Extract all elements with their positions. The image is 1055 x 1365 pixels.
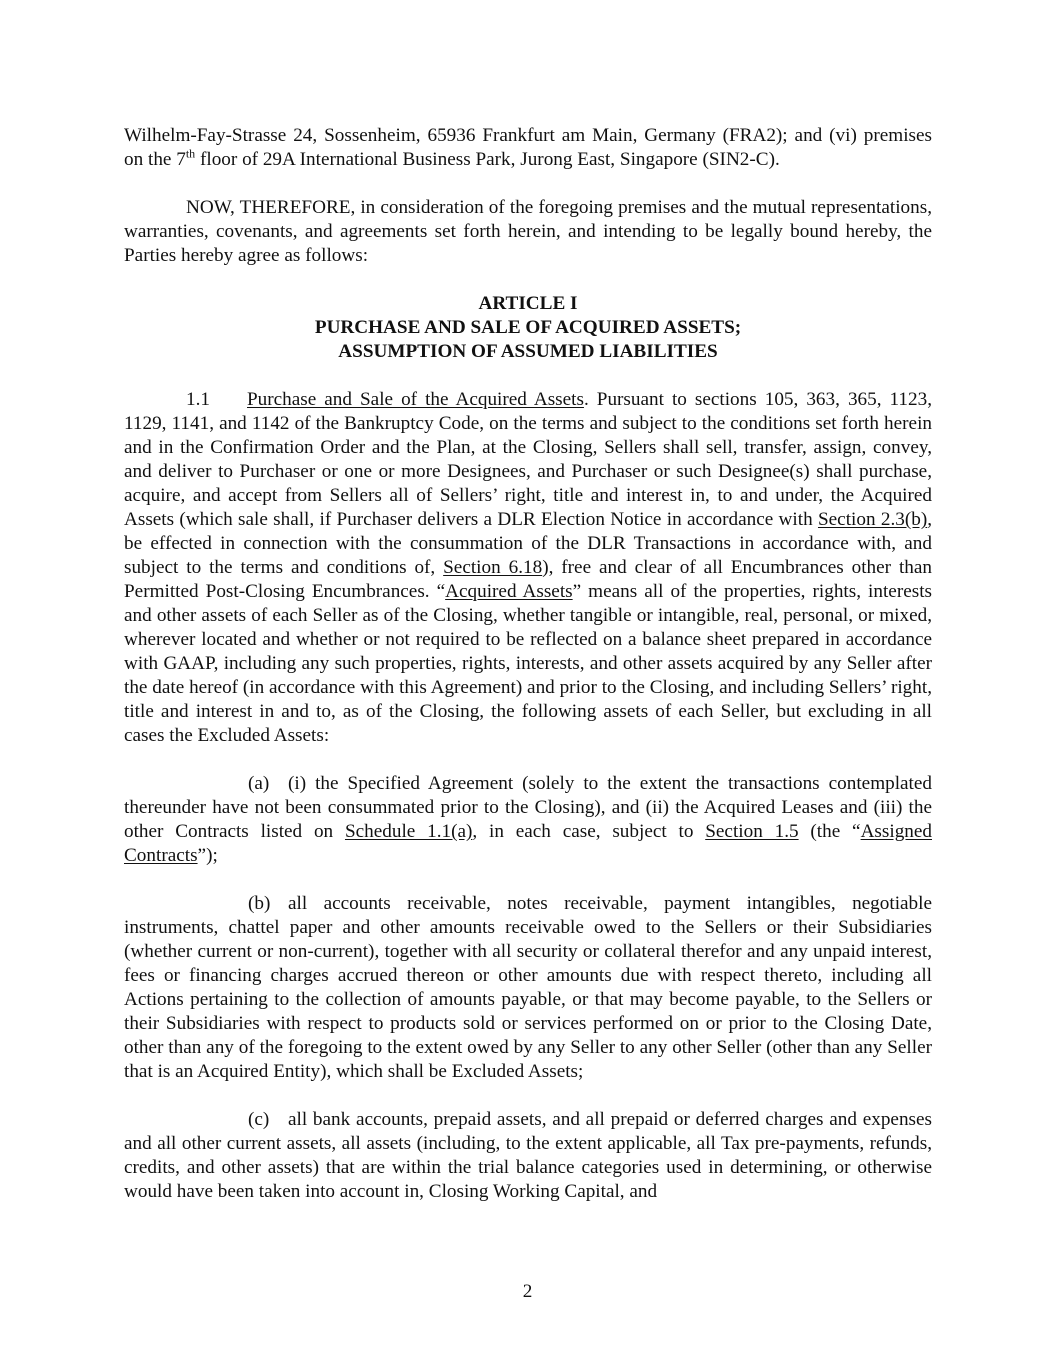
clause-label: (b) [248, 893, 271, 914]
clause-text: all bank accounts, prepaid assets, and all prepaid or deferred charges and expenses and all other current assets, all assets (including, to the extent applicable, all Tax pre-payments, refunds, credits, and other assets) that are within the trial balance categories used in determining, or otherwise would have been taken into account in, Closing Working Capital, and [124, 1109, 932, 1202]
section-1-1-paragraph [124, 388, 932, 748]
clause-text: all accounts receivable, notes receivable, payment intangibles, negotiable instruments, chattel paper and other amounts receivable owed to the Sellers or their Subsidiaries (whether current or non-current), together with all security or collateral therefor and any unpaid interest, fees or financing charges accrued thereon or other amounts due with respect thereto, including all Actions pertaining to the collection of amounts payable, or that may become payable, to the Sellers or their Subsidiaries with respect to products sold or services performed on or prior to the Closing Date, other than any of the foregoing to the extent owed by any Seller to any other Seller (other than any Seller that is an Acquired Entity), which shall be Excluded Assets; [124, 893, 932, 1082]
page-number: 2 [522, 1281, 533, 1302]
section-ref-6-18: Section 6.18 [443, 557, 543, 578]
section-text: . Pursuant to sections 105, 363, 365, 1123, 1129, 1141, and 1142 of the Bankruptcy Code, on the terms and subject to the conditions set forth herein and in the Confirmation Order and the Plan, at the Closing, Sellers shall sell, transfer, assign, convey, and deliver to Purchaser or one or more Designees, and Purchaser or such Designee(s) shall purchase, acquire, and accept from Sellers all of Sellers’ right, title and interest in, to and under, the Acquired Assets (which sale shall, if Purchaser delivers a DLR Election Notice in accordance with [124, 389, 933, 530]
section-number: 1.1 [186, 389, 210, 410]
section-text: ” means all of the properties, rights, interests and other assets of each Seller as of the Closing, whether tangible or intangible, real, personal, or mixed, wherever located and whether or not required to be reflected on a balance sheet prepared in accordance with GAAP, including any such properties, rights, interests, and other assets acquired by any Seller after the date hereof (in accordance with this Agreement) and prior to the Closing, and including Sellers’ right, title and interest in and to, as of the Closing, the following assets of each Seller, but excluding in all cases the Excluded Assets: [124, 581, 932, 746]
clause-text: (i) the Specified Agreement (solely to the extent the transactions contemplated thereunder have not been consummated prior to the Closing), and (ii) the Acquired Leases and (iii) the other Contracts listed on [124, 773, 932, 842]
clause-b-paragraph [124, 892, 932, 1084]
section-text: ), free and clear of all Encumbrances other than Permitted Post-Closing Encumbrances. “ [124, 557, 932, 602]
section-title: Purchase and Sale of the Acquired Assets [247, 389, 584, 410]
section-text: , be effected in connection with the consummation of the DLR Transactions in accordance with, and subject to the terms and conditions of, [124, 509, 933, 578]
clause-label: (c) [248, 1109, 270, 1130]
document-page [124, 124, 932, 1204]
intro-paragraph [124, 124, 932, 172]
section-ref-2-3b: Section 2.3(b) [817, 509, 928, 530]
clause-text: , in each case, subject to [472, 821, 706, 842]
clause-label: (a) [248, 773, 270, 794]
schedule-ref-1-1a: Schedule 1.1(a) [344, 821, 473, 842]
defined-term-assigned-contracts: Assigned Contracts [124, 821, 932, 866]
therefore-paragraph: NOW, THEREFORE, in consideration of the foregoing premises and the mutual representations, warranties, covenants, and agreements set forth herein, and intending to be legally bound hereby, the Parties hereby agree as follows: [124, 197, 932, 266]
clause-a-paragraph [124, 772, 932, 868]
intro-text-cont: floor of 29A International Business Park, Jurong East, Singapore (SIN2-C). [195, 149, 780, 170]
article-title-line2: ASSUMPTION OF ASSUMED LIABILITIES [338, 341, 718, 362]
clause-c-paragraph [124, 1108, 932, 1204]
article-number: ARTICLE I [478, 293, 578, 314]
intro-text: Wilhelm-Fay-Strasse 24, Sossenheim, 65936 Frankfurt am Main, Germany (FRA2); and (vi) premises on the 7 [124, 125, 932, 170]
article-title-line1: PURCHASE AND SALE OF ACQUIRED ASSETS; [314, 317, 742, 338]
article-heading [124, 292, 932, 364]
defined-term-acquired-assets: Acquired Assets [445, 581, 573, 602]
ordinal-superscript: th [185, 146, 196, 161]
clause-text: (the “ [798, 821, 861, 842]
clause-text: ”); [197, 845, 218, 866]
section-ref-1-5: Section 1.5 [705, 821, 799, 842]
